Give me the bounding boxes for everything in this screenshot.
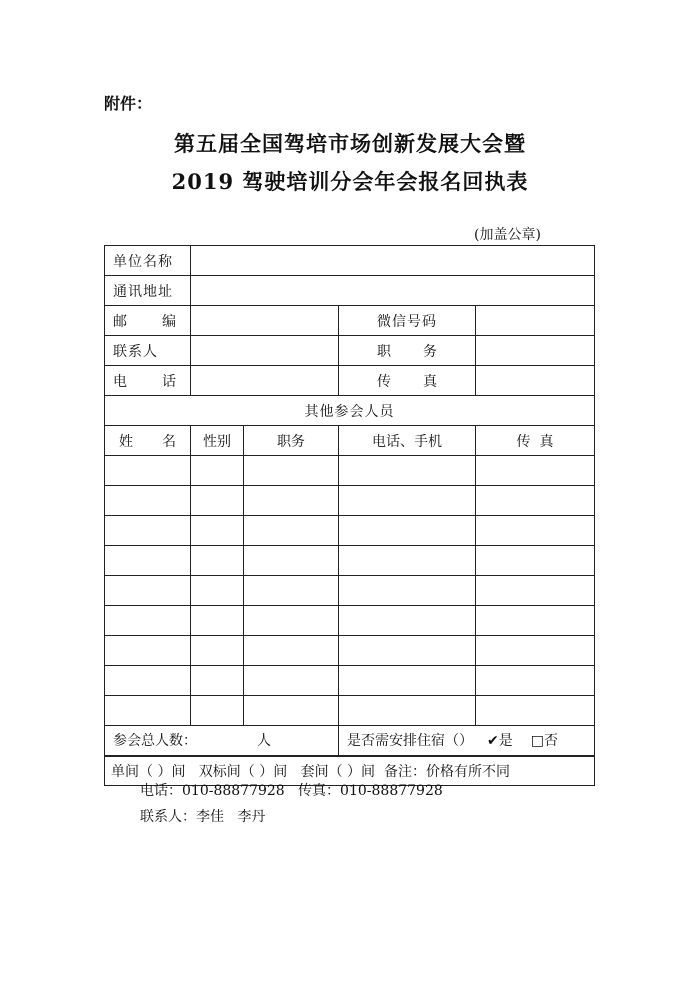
name-cell[interactable]	[105, 666, 191, 696]
col-gender-header: 性别	[191, 426, 244, 456]
position-cell[interactable]	[244, 516, 339, 546]
position-cell[interactable]	[244, 576, 339, 606]
table-row	[105, 576, 595, 606]
registration-form-table	[104, 245, 595, 786]
phone-cell[interactable]	[339, 516, 476, 546]
fax-cell[interactable]	[476, 636, 595, 666]
contact-field[interactable]	[191, 336, 339, 366]
table-row	[105, 666, 595, 696]
fax-cell[interactable]	[476, 516, 595, 546]
phone-cell[interactable]	[339, 576, 476, 606]
gender-cell[interactable]	[191, 696, 244, 726]
wechat-field[interactable]	[476, 306, 595, 336]
phone-field[interactable]	[191, 366, 339, 396]
total-attendees-label: 参会总人数：	[113, 733, 197, 750]
gender-cell[interactable]	[191, 666, 244, 696]
gender-cell[interactable]	[191, 606, 244, 636]
footer-phone-fax: 电话：010-88877928 传真：010-88877928	[140, 783, 443, 799]
lodging-yes-label: 是	[498, 733, 513, 750]
name-cell[interactable]	[105, 516, 191, 546]
address-field[interactable]	[191, 276, 595, 306]
phone-cell[interactable]	[339, 606, 476, 636]
seal-note: (加盖公章)	[474, 227, 541, 243]
lodging-question: 是否需安排住宿（）	[347, 733, 473, 750]
others-header-row	[105, 396, 595, 426]
total-attendees-unit: 人	[257, 733, 271, 750]
position-cell[interactable]	[244, 696, 339, 726]
table-row	[105, 486, 595, 516]
position-cell[interactable]	[244, 486, 339, 516]
form-title-line-2: 2019 驾驶培训分会年会报名回执表	[171, 169, 529, 194]
gender-cell[interactable]	[191, 456, 244, 486]
checkbox-icon[interactable]: □	[530, 733, 544, 750]
address-label: 通讯地址	[105, 276, 191, 306]
phone-cell[interactable]	[339, 666, 476, 696]
fax-cell[interactable]	[476, 576, 595, 606]
lodging-no-label: 否	[543, 733, 558, 750]
wechat-label: 微信号码	[339, 306, 476, 336]
fax-cell[interactable]	[476, 696, 595, 726]
position-label: 职 务	[339, 336, 476, 366]
col-fax-header: 传 真	[476, 426, 595, 456]
phone-cell[interactable]	[339, 696, 476, 726]
check-mark-icon[interactable]: ✔	[487, 733, 499, 750]
gender-cell[interactable]	[191, 576, 244, 606]
position-field[interactable]	[476, 336, 595, 366]
summary-row	[105, 726, 595, 756]
postal-code-label: 邮 编	[105, 306, 191, 336]
address-row	[105, 276, 595, 306]
phone-cell[interactable]	[339, 636, 476, 666]
name-cell[interactable]	[105, 546, 191, 576]
col-position-header: 职务	[244, 426, 339, 456]
fax-cell[interactable]	[476, 456, 595, 486]
unit-name-row	[105, 246, 595, 276]
postal-code-field[interactable]	[191, 306, 339, 336]
others-header: 其他参会人员	[105, 396, 595, 426]
fax-label: 传 真	[339, 366, 476, 396]
position-cell[interactable]	[244, 606, 339, 636]
name-cell[interactable]	[105, 486, 191, 516]
lodging-cell	[339, 726, 595, 756]
fax-cell[interactable]	[476, 606, 595, 636]
table-row	[105, 606, 595, 636]
name-cell[interactable]	[105, 456, 191, 486]
columns-header-row	[105, 426, 595, 456]
phone-cell[interactable]	[339, 456, 476, 486]
gender-cell[interactable]	[191, 546, 244, 576]
rooms-text[interactable]: 单间（ ）间 双标间（ ）间 套间（ ）间 备注：价格有所不同	[105, 756, 595, 786]
unit-name-field[interactable]	[191, 246, 595, 276]
position-cell[interactable]	[244, 636, 339, 666]
phone-row	[105, 366, 595, 396]
contact-label: 联系人	[105, 336, 191, 366]
phone-cell[interactable]	[339, 486, 476, 516]
position-cell[interactable]	[244, 456, 339, 486]
table-row	[105, 546, 595, 576]
name-cell[interactable]	[105, 636, 191, 666]
form-title-line-1: 第五届全国驾培市场创新发展大会暨	[174, 131, 526, 156]
name-cell[interactable]	[105, 606, 191, 636]
phone-label: 电 话	[105, 366, 191, 396]
gender-cell[interactable]	[191, 636, 244, 666]
table-row	[105, 456, 595, 486]
attachment-label: 附件：	[104, 94, 153, 113]
total-attendees-cell[interactable]	[105, 726, 339, 756]
fax-cell[interactable]	[476, 666, 595, 696]
footer-contacts: 联系人：李佳 李丹	[140, 809, 266, 825]
position-cell[interactable]	[244, 546, 339, 576]
position-cell[interactable]	[244, 666, 339, 696]
postal-row	[105, 306, 595, 336]
fax-cell[interactable]	[476, 486, 595, 516]
unit-name-label: 单位名称	[105, 246, 191, 276]
fax-field[interactable]	[476, 366, 595, 396]
name-cell[interactable]	[105, 576, 191, 606]
col-phone-header: 电话、手机	[339, 426, 476, 456]
col-name-header: 姓 名	[105, 426, 191, 456]
table-row	[105, 696, 595, 726]
table-row	[105, 516, 595, 546]
name-cell[interactable]	[105, 696, 191, 726]
gender-cell[interactable]	[191, 516, 244, 546]
fax-cell[interactable]	[476, 546, 595, 576]
table-row	[105, 636, 595, 666]
contact-row	[105, 336, 595, 366]
gender-cell[interactable]	[191, 486, 244, 516]
phone-cell[interactable]	[339, 546, 476, 576]
